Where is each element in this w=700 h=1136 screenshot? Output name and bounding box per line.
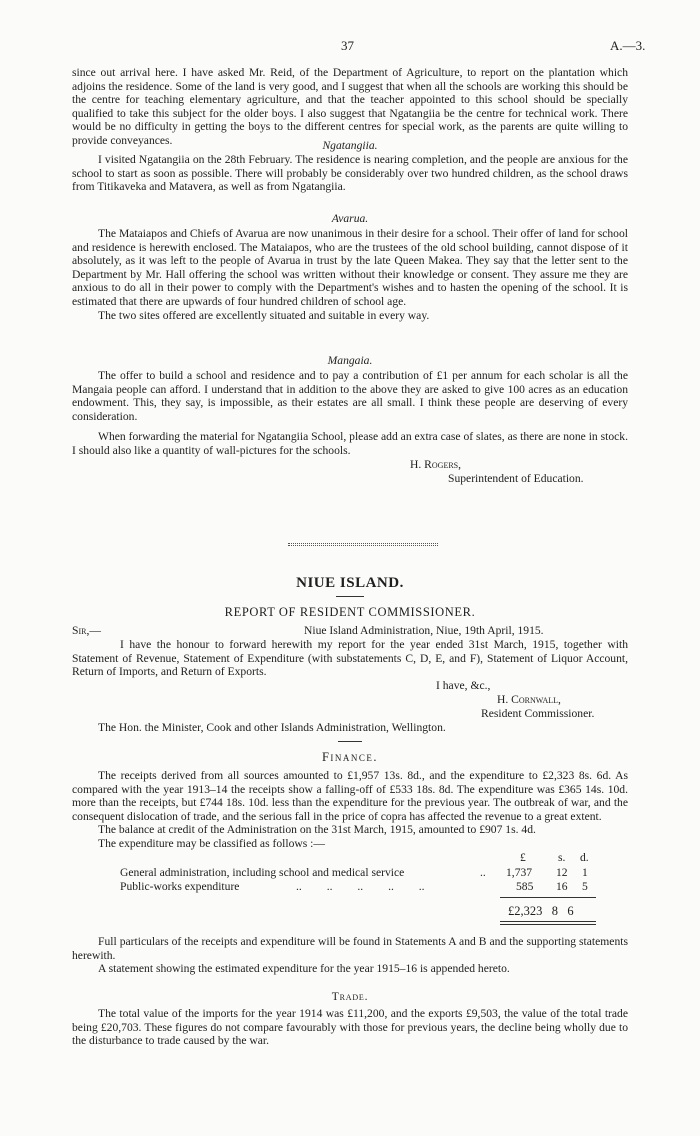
col-header-shillings: s. (558, 851, 566, 864)
col-header-pounds: £ (520, 851, 526, 864)
page-number: 37 (341, 38, 354, 53)
forward-paragraph: I have the honour to forward herewith my report for the year ended 31st March, 1915, together with Statement of Revenue, Statement of Expenditure (with substatements C, D, E, and F), Statement of Liquor Account, Return of Imports, and Return of Exports. (72, 638, 628, 679)
ngatangiia-block (72, 153, 628, 194)
row-general-label: General administration, including school and medical service (120, 866, 405, 879)
subheading-ngatangiia: Ngatangiia. (322, 139, 378, 152)
row-public-works-shillings: 16 (556, 880, 568, 893)
row-public-works-pounds: 585 (516, 880, 534, 893)
section-divider-second (288, 545, 438, 546)
forward-block (72, 638, 628, 679)
trade-block (72, 1007, 628, 1048)
total-rule-bottom-2 (500, 924, 596, 925)
signer-name: H. Cornwall, (497, 693, 561, 706)
particulars-paragraph: Full particulars of the receipts and expenditure will be found in Statements A and B and the supporting statements herewith. (72, 935, 628, 962)
col-header-pence: d. (580, 851, 589, 864)
salutation: Sir,— (72, 624, 101, 637)
expenditure-total: £2,323 8 6 (508, 904, 574, 918)
avarua-block (72, 227, 628, 322)
total-rule-bottom-1 (500, 921, 596, 922)
trade-heading: Trade. (331, 990, 369, 1003)
finance-heading: Finance. (321, 750, 379, 764)
closing: I have, &c., (436, 679, 491, 692)
subheading-avarua: Avarua. (331, 212, 369, 225)
row-public-works-pence: 5 (582, 880, 588, 893)
finance-block (72, 769, 628, 851)
dateline: Niue Island Administration, Niue, 19th April, 1915. (304, 624, 544, 637)
row-public-works-label: Public-works expenditure (120, 880, 240, 893)
document-reference: A.—3. (610, 38, 646, 53)
niue-title: NIUE ISLAND. (296, 575, 404, 591)
estimated-paragraph: A statement showing the estimated expenditure for the year 1915–16 is appended hereto. (98, 962, 510, 976)
section-divider (288, 543, 438, 544)
row-public-works-leader: .. .. .. .. .. (296, 880, 425, 893)
addressee: The Hon. the Minister, Cook and other Islands Administration, Wellington. (98, 721, 446, 734)
slates-block (72, 430, 628, 457)
row-general-pence: 1 (582, 866, 588, 879)
mangaia-block (72, 369, 628, 423)
signature-title-superintendent: Superintendent of Education. (448, 472, 584, 485)
row-general-leader: .. (480, 866, 486, 879)
particulars-block (72, 935, 628, 976)
intro-paragraph: since out arrival here. I have asked Mr. Reid, of the Department of Agriculture, to report on the plantation which adjoins the residence. Some of the land is very good, and I suggest that when all the schools are working this should be the centre for teaching elementary agriculture, and that the teacher appointed to this school should be specially qualified to take this subject for the older boys. I also suggest that Ngatangiia be the centre for technical work. There would be no difficulty in getting the boys to the different centres for special work, as the parents are quite willing to provide conveyances. (72, 66, 628, 147)
signer-title: Resident Commissioner. (481, 707, 595, 720)
mangaia-paragraph: The offer to build a school and residence and to pay a contribution of £1 per annum for each scholar is all the Mangaia people can afford. I understand that in addition to the above they are asked to give 100 acres as an education endowment. This, they say, is impossible, as their estates are all small. I think these people are deserving of every consideration. (72, 369, 628, 423)
report-subtitle: REPORT OF RESIDENT COMMISSIONER. (224, 605, 476, 619)
title-underline (336, 596, 364, 597)
classified-paragraph: The expenditure may be classified as follows :— (98, 836, 325, 850)
subheading-mangaia: Mangaia. (327, 354, 373, 367)
total-rule-top (500, 897, 596, 898)
avarua-paragraph: The Mataiapos and Chiefs of Avarua are now unanimous in their desire for a school. Their offer of land for school and residence is herewith enclosed. The Mataiapos, who are the trustees of the old school building, cannot dispose of it absolutely, as it was left to the people of Avarua in trust by the late Queen Makea. They say that the letter sent to the Department by Mr. Hall offering the school was written without their knowledge or consent. They assure me they are anxious to do all in their power to comply with the Department's wishes and to hasten the opening of the school. It is estimated that there are upwards of four hundred children of school age. (72, 227, 628, 308)
trade-paragraph: The total value of the imports for the year 1914 was £11,200, and the exports £9,503, the value of the total trade being £20,703. These figures do not compare favourably with those for previous years, the decline being wholly due to the disturbance to trade caused by the war. (72, 1007, 628, 1048)
signature-name-rogers: H. Rogers, (410, 458, 462, 471)
row-general-shillings: 12 (556, 866, 568, 879)
ngatangiia-paragraph: I visited Ngatangiia on the 28th February. The residence is nearing completion, and the people are anxious for the school to start as soon as possible. There will probably be considerably over two hundred children, as the school draws from Titikaveka and Matavera, as well as from Ngatangiia. (72, 153, 628, 194)
sites-paragraph: The two sites offered are excellently situated and suitable in every way. (98, 308, 430, 322)
intro-paragraph-block (72, 66, 628, 148)
row-general-pounds: 1,737 (506, 866, 533, 879)
slates-paragraph: When forwarding the material for Ngatangiia School, please add an extra case of slates, as there are none in stock. I should also like a quantity of wall-pictures for the schools. (72, 430, 628, 457)
balance-paragraph: The balance at credit of the Administration on the 31st March, 1915, amounted to £907 1s. 4d. (98, 823, 536, 837)
receipts-paragraph: The receipts derived from all sources amounted to £1,957 13s. 8d., and the expenditure to £2,323 8s. 6d. As compared with the year 1913–14 the receipts show a falling-off of £533 18s. 8d. The expenditure was £365 14s. 10d. more than the receipts, but £744 18s. 10d. less than the expenditure for the previous year. The outbreak of war, and the consequent dislocation of trade, and the serious fall in the price of copra has affected the revenue to a great extent. (72, 769, 628, 823)
finance-divider (338, 741, 362, 742)
